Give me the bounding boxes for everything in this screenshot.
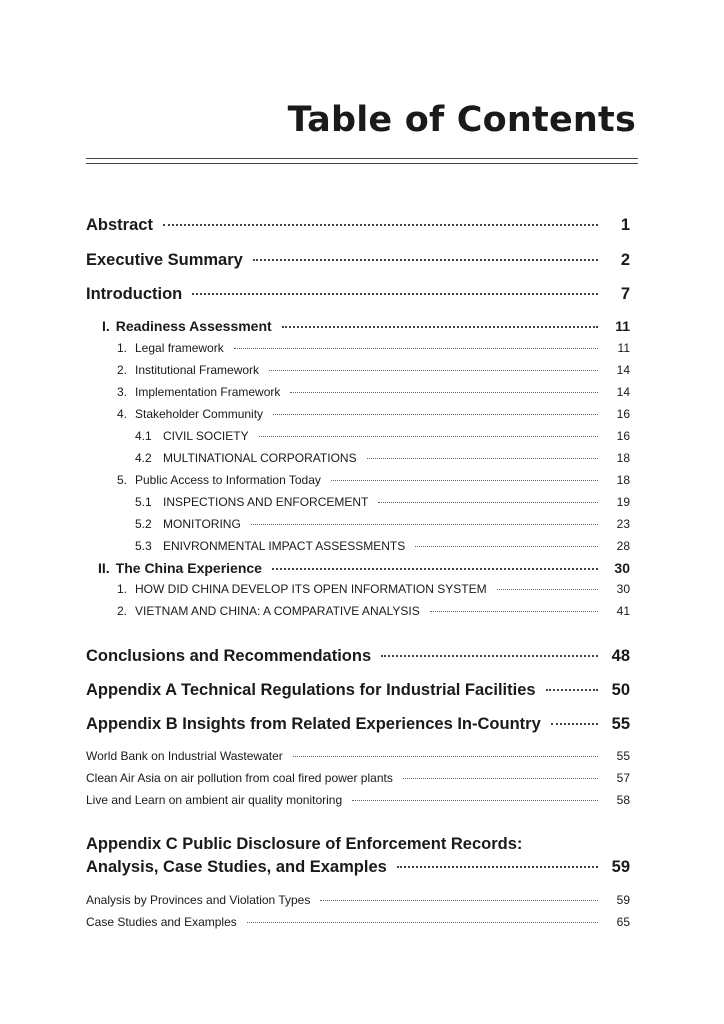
toc-entry-readiness-assessment[interactable] <box>102 318 630 334</box>
toc-page-number: 2 <box>620 251 630 269</box>
toc-page-number: 59 <box>616 893 630 907</box>
toc-page-number: 55 <box>611 715 630 733</box>
title-double-rule <box>86 158 638 164</box>
toc-label: Executive Summary <box>86 251 243 269</box>
toc-label: Introduction <box>86 285 183 303</box>
toc-page-number: 50 <box>611 681 630 699</box>
toc-entry-clean-air-asia[interactable] <box>86 771 630 785</box>
dot-leader <box>234 348 598 349</box>
toc-label: HOW DID CHINA DEVELOP ITS OPEN INFORMATION SYSTEM <box>135 582 487 596</box>
toc-number: 5.3 <box>135 539 152 553</box>
dot-leader <box>259 436 598 437</box>
toc-number: II. <box>98 560 110 576</box>
dot-leader <box>430 611 598 612</box>
dot-leader <box>282 326 598 328</box>
dot-leader <box>192 293 598 295</box>
dot-leader <box>269 370 598 371</box>
toc-page-number: 18 <box>616 473 630 487</box>
toc-entry-legal-framework[interactable] <box>117 341 630 355</box>
toc-entry-civil-society[interactable] <box>135 429 630 443</box>
toc-label: Stakeholder Community <box>135 407 264 421</box>
toc-page-number: 7 <box>620 285 630 303</box>
dot-leader <box>381 655 598 657</box>
dot-leader <box>497 589 598 590</box>
page-title: Table of Contents <box>287 100 636 140</box>
toc-entry-appendix-b[interactable] <box>86 715 630 734</box>
toc-label: Case Studies and Examples <box>86 915 237 929</box>
toc-label: VIETNAM AND CHINA: A COMPARATIVE ANALYSIS <box>135 604 420 618</box>
toc-page-number: 57 <box>616 771 630 785</box>
toc-label: Readiness Assessment <box>115 318 272 334</box>
toc-number: 2. <box>117 604 128 618</box>
toc-label: Institutional Framework <box>135 363 260 377</box>
toc-label: Appendix A Technical Regulations for Industrial Facilities <box>86 681 536 699</box>
toc-entry-inspections-enforcement[interactable] <box>135 495 630 509</box>
toc-page-number: 30 <box>614 560 630 576</box>
toc-label: Public Access to Information Today <box>135 473 321 487</box>
toc-number: 4.2 <box>135 451 152 465</box>
toc-label: Appendix B Insights from Related Experiences In-Country <box>86 715 541 733</box>
toc-entry-appendix-c[interactable] <box>86 858 630 877</box>
dot-leader <box>352 800 598 801</box>
toc-entry-introduction[interactable] <box>86 285 630 304</box>
dot-leader <box>290 392 598 393</box>
toc-label: MONITORING <box>163 517 241 531</box>
dot-leader <box>273 414 598 415</box>
toc-entry-world-bank[interactable] <box>86 749 630 763</box>
dot-leader <box>293 756 598 757</box>
toc-number: 1. <box>117 582 128 596</box>
toc-page-number: 23 <box>616 517 630 531</box>
toc-number: 4.1 <box>135 429 152 443</box>
dot-leader <box>551 723 598 725</box>
toc-label: Conclusions and Recommendations <box>86 647 372 665</box>
dot-leader <box>251 524 598 525</box>
toc-page-number: 55 <box>616 749 630 763</box>
toc-label: CIVIL SOCIETY <box>163 429 249 443</box>
dot-leader <box>415 546 598 547</box>
toc-number: 5.1 <box>135 495 152 509</box>
toc-entry-case-studies[interactable] <box>86 915 630 929</box>
toc-label: Legal framework <box>135 341 224 355</box>
toc-page-number: 19 <box>616 495 630 509</box>
toc-label: ENIVRONMENTAL IMPACT ASSESSMENTS <box>163 539 406 553</box>
toc-number: 5. <box>117 473 128 487</box>
toc-page-number: 30 <box>616 582 630 596</box>
toc-number: 4. <box>117 407 128 421</box>
toc-entry-how-did-china[interactable] <box>117 582 630 596</box>
toc-entry-public-access[interactable] <box>117 473 630 487</box>
toc-label: Live and Learn on ambient air quality monitoring <box>86 793 343 807</box>
toc-entry-vietnam-china[interactable] <box>117 604 630 618</box>
dot-leader <box>320 900 598 901</box>
toc-entry-multinational-corporations[interactable] <box>135 451 630 465</box>
toc-label: MULTINATIONAL CORPORATIONS <box>163 451 357 465</box>
toc-entry-analysis-provinces[interactable] <box>86 893 630 907</box>
toc-number: I. <box>102 318 110 334</box>
toc-entry-monitoring[interactable] <box>135 517 630 531</box>
toc-label: Analysis, Case Studies, and Examples <box>86 858 387 876</box>
toc-page-number: 59 <box>611 858 630 876</box>
toc-label: The China Experience <box>115 560 262 576</box>
toc-page-number: 16 <box>616 407 630 421</box>
toc-label: INSPECTIONS AND ENFORCEMENT <box>163 495 369 509</box>
dot-leader <box>331 480 598 481</box>
toc-entry-appendix-a[interactable] <box>86 681 630 700</box>
dot-leader <box>272 568 598 570</box>
toc-entry-abstract[interactable] <box>86 216 630 235</box>
toc-entry-live-and-learn[interactable] <box>86 793 630 807</box>
toc-page-number: 48 <box>611 647 630 665</box>
toc-label: Analysis by Provinces and Violation Types <box>86 893 311 907</box>
dot-leader <box>546 689 598 691</box>
dot-leader <box>247 922 598 923</box>
toc-page-number: 16 <box>616 429 630 443</box>
dot-leader <box>403 778 598 779</box>
toc-page-number: 58 <box>616 793 630 807</box>
toc-page-number: 41 <box>616 604 630 618</box>
toc-page-number: 65 <box>616 915 630 929</box>
dot-leader <box>378 502 598 503</box>
toc-label: Clean Air Asia on air pollution from coal fired power plants <box>86 771 393 785</box>
toc-number: 5.2 <box>135 517 152 531</box>
toc-entry-china-experience[interactable] <box>98 560 630 576</box>
toc-page-number: 11 <box>617 341 630 355</box>
toc-entry-appendix-c-line1[interactable]: Appendix C Public Disclosure of Enforcement Records: <box>86 835 523 853</box>
toc-entry-executive-summary[interactable] <box>86 251 630 270</box>
dot-leader <box>397 866 598 868</box>
toc-entry-implementation-framework[interactable] <box>117 385 630 399</box>
toc-entry-conclusions[interactable] <box>86 647 630 666</box>
toc-number: 2. <box>117 363 128 377</box>
toc-entry-institutional-framework[interactable] <box>117 363 630 377</box>
toc-entry-stakeholder-community[interactable] <box>117 407 630 421</box>
toc-label: Implementation Framework <box>135 385 281 399</box>
toc-page-number: 11 <box>615 318 630 334</box>
toc-label: World Bank on Industrial Wastewater <box>86 749 283 763</box>
toc-page-number: 14 <box>616 363 630 377</box>
toc-number: 3. <box>117 385 128 399</box>
toc-label: Abstract <box>86 216 153 234</box>
dot-leader <box>163 224 598 226</box>
dot-leader <box>367 458 598 459</box>
toc-page-number: 18 <box>616 451 630 465</box>
toc-entry-eia[interactable] <box>135 539 630 553</box>
toc-page-number: 14 <box>616 385 630 399</box>
toc-page-number: 1 <box>620 216 630 234</box>
dot-leader <box>253 259 598 261</box>
toc-page-number: 28 <box>616 539 630 553</box>
toc-number: 1. <box>117 341 128 355</box>
